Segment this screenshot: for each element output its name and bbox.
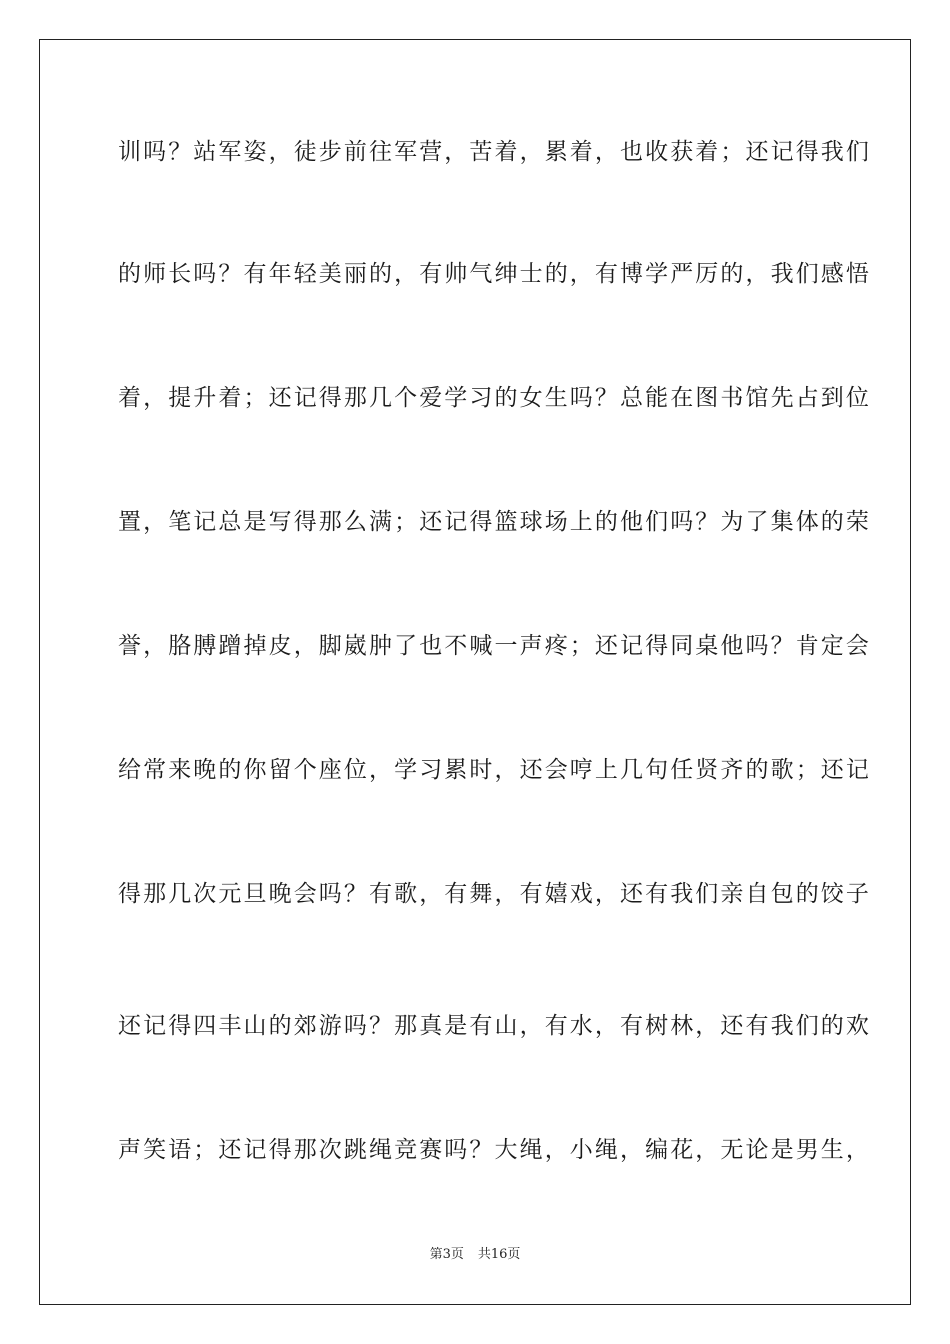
body-text-line: 训吗？站军姿，徒步前往军营，苦着，累着，也收获着；还记得我们 — [118, 139, 871, 165]
body-text-line: 得那几次元旦晚会吗？有歌，有舞，有嬉戏，还有我们亲自包的饺子 — [118, 881, 871, 907]
total-page-count: 共16页 — [477, 1247, 521, 1262]
body-text-line: 着，提升着；还记得那几个爱学习的女生吗？总能在图书馆先占到位 — [118, 385, 871, 411]
page-border — [39, 39, 911, 1305]
body-text-line: 誉，胳膊蹭掉皮，脚崴肿了也不喊一声疼；还记得同桌他吗？肯定会 — [118, 633, 871, 659]
page-footer — [0, 1246, 950, 1264]
current-page-number: 第3页 — [429, 1247, 464, 1262]
body-text-line: 声笑语；还记得那次跳绳竞赛吗？大绳，小绳，编花，无论是男生， — [118, 1137, 871, 1163]
body-text-line: 的师长吗？有年轻美丽的，有帅气绅士的，有博学严厉的，我们感悟 — [118, 261, 871, 287]
body-text-line: 置，笔记总是写得那么满；还记得篮球场上的他们吗？为了集体的荣 — [118, 509, 871, 535]
body-text-line: 给常来晚的你留个座位，学习累时，还会哼上几句任贤齐的歌；还记 — [118, 757, 871, 783]
body-text-line: 还记得四丰山的郊游吗？那真是有山，有水，有树林，还有我们的欢 — [118, 1013, 871, 1039]
